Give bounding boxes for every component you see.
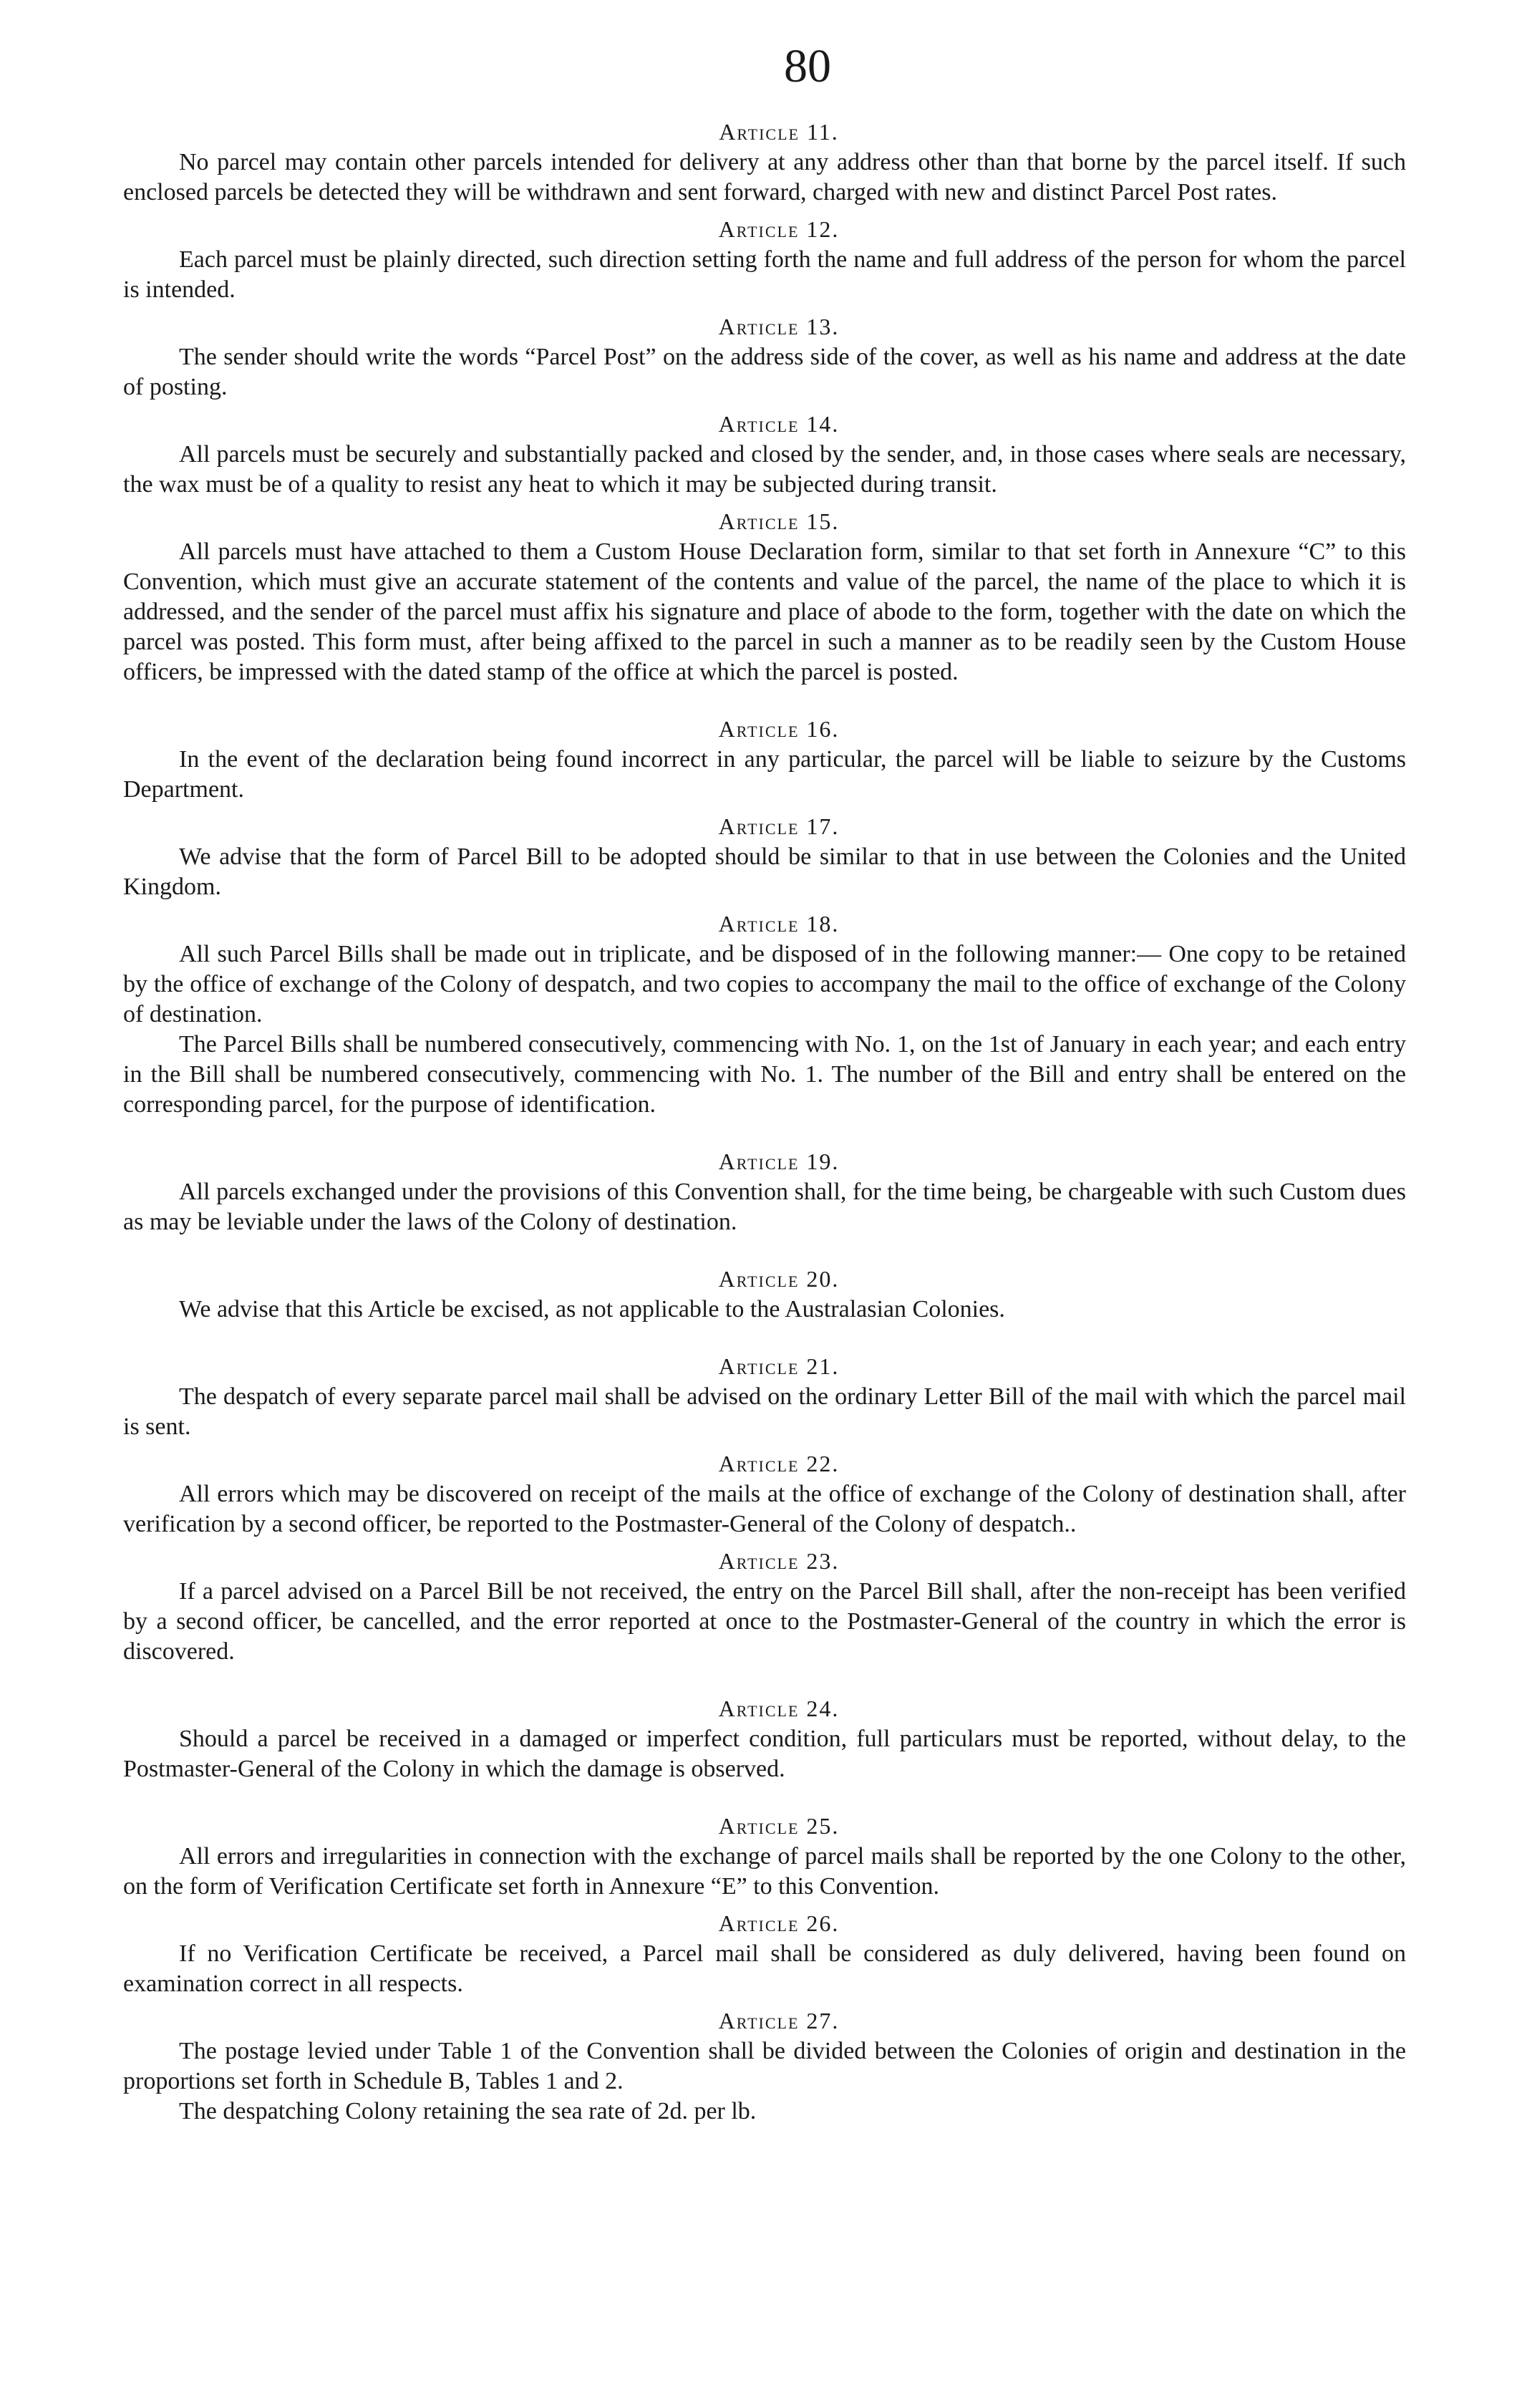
article-27 <box>123 2006 1406 2127</box>
article-paragraph: The sender should write the words “Parcel Post” on the address side of the cover, as well as his name and address at the date of posting. <box>123 344 1406 400</box>
article-heading: Article 12. <box>718 216 840 242</box>
article-paragraph: If no Verification Certificate be received, a Parcel mail shall be considered as duly delivered, having been found on examination correct in all respects. <box>123 1940 1406 1997</box>
article-paragraph: All parcels exchanged under the provisions of this Convention shall, for the time being, be chargeable with such Custom dues as may be leviable under the laws of the Colony of destination. <box>123 1179 1406 1235</box>
article-15 <box>123 507 1406 687</box>
article-heading: Article 25. <box>718 1813 840 1839</box>
article-heading: Article 14. <box>718 411 840 437</box>
article-paragraph: The despatch of every separate parcel mail shall be advised on the ordinary Letter Bill of the mail with which the parcel mail is sent. <box>123 1383 1406 1440</box>
article-heading: Article 11. <box>719 119 839 145</box>
article-14 <box>123 410 1406 500</box>
article-paragraph: The despatching Colony retaining the sea rate of 2d. per lb. <box>179 2098 757 2124</box>
article-22 <box>123 1449 1406 1539</box>
article-25 <box>123 1812 1406 1902</box>
page-number: 80 <box>784 40 831 92</box>
article-16 <box>123 715 1406 805</box>
article-paragraph: Each parcel must be plainly directed, such direction setting forth the name and full address of the person for whom the parcel is intended. <box>123 246 1406 303</box>
article-paragraph: If a parcel advised on a Parcel Bill be not received, the entry on the Parcel Bill shall, after the non-receipt has been verified by a second officer, be cancelled, and the error reported at once to the Postmaster-General of the country in which the error is discovered. <box>123 1578 1406 1665</box>
article-paragraph: We advise that this Article be excised, as not applicable to the Australasian Colonies. <box>179 1296 1005 1323</box>
article-paragraph: No parcel may contain other parcels intended for delivery at any address other than that borne by the parcel itself. If such enclosed parcels be detected they will be withdrawn and sent forward, charged with new and distinct Parcel Post rates. <box>123 149 1406 205</box>
article-heading: Article 23. <box>718 1548 840 1574</box>
article-paragraph: All errors and irregularities in connection with the exchange of parcel mails shall be reported by the one Colony to the other, on the form of Verification Certificate set forth in Annexure “E” to this Convention. <box>123 1843 1406 1900</box>
article-12 <box>123 215 1406 305</box>
article-paragraph: All such Parcel Bills shall be made out in triplicate, and be disposed of in the following manner:— One copy to be retained by the office of exchange of the Colony of despatch, and two copies to accompany the mail to the office of exchange of the Colony of destination. <box>123 941 1406 1027</box>
article-20 <box>123 1265 1406 1325</box>
article-17 <box>123 812 1406 902</box>
article-23 <box>123 1547 1406 1667</box>
article-21 <box>123 1352 1406 1442</box>
article-heading: Article 26. <box>718 1910 840 1936</box>
article-heading: Article 22. <box>718 1451 840 1476</box>
article-19 <box>123 1147 1406 1237</box>
article-paragraph: The postage levied under Table 1 of the Convention shall be divided between the Colonies of origin and destination in the proportions set forth in Schedule B, Tables 1 and 2. <box>123 2038 1406 2094</box>
article-26 <box>123 1909 1406 1999</box>
article-heading: Article 20. <box>718 1266 840 1292</box>
article-13 <box>123 312 1406 402</box>
article-heading: Article 21. <box>718 1353 840 1379</box>
article-paragraph: We advise that the form of Parcel Bill to be adopted should be similar to that in use between the Colonies and the United Kingdom. <box>123 843 1406 900</box>
article-heading: Article 13. <box>718 314 840 339</box>
article-18 <box>123 909 1406 1120</box>
article-heading: Article 19. <box>718 1149 840 1174</box>
article-heading: Article 16. <box>718 716 840 742</box>
article-24 <box>123 1694 1406 1784</box>
article-paragraph: Should a parcel be received in a damaged or imperfect condition, full particulars must be reported, without delay, to the Postmaster-General of the Colony in which the damage is observed. <box>123 1726 1406 1782</box>
article-11 <box>123 117 1406 208</box>
article-paragraph: All errors which may be discovered on receipt of the mails at the office of exchange of the Colony of destination shall, after verification by a second officer, be reported to the Postmaster-General of the Colony of despatch.. <box>123 1481 1406 1537</box>
article-paragraph: All parcels must have attached to them a Custom House Declaration form, similar to that set forth in Annexure “C” to this Convention, which must give an accurate statement of the contents and value of the parcel, the name of the place to which it is addressed, and the sender of the parcel must affix his signature and place of abode to the form, together with the date on which the parcel was posted. This form must, after being affixed to the parcel in such a manner as to be readily seen by the Custom House officers, be impressed with the dated stamp of the office at which the parcel is posted. <box>123 538 1406 685</box>
article-heading: Article 17. <box>718 813 840 839</box>
document-page <box>123 40 1406 2127</box>
article-heading: Article 18. <box>718 911 840 937</box>
article-heading: Article 15. <box>718 508 840 534</box>
article-paragraph: The Parcel Bills shall be numbered consecutively, commencing with No. 1, on the 1st of January in each year; and each entry in the Bill shall be numbered consecutively, commencing with No. 1. The number of the Bill and entry shall be entered on the corresponding parcel, for the purpose of identification. <box>123 1031 1406 1118</box>
article-paragraph: In the event of the declaration being found incorrect in any particular, the parcel will be liable to seizure by the Customs Department. <box>123 746 1406 803</box>
article-heading: Article 27. <box>718 2008 840 2034</box>
article-heading: Article 24. <box>718 1696 840 1721</box>
article-paragraph: All parcels must be securely and substantially packed and closed by the sender, and, in those cases where seals are necessary, the wax must be of a quality to resist any heat to which it may be subjected during transit. <box>123 441 1406 498</box>
